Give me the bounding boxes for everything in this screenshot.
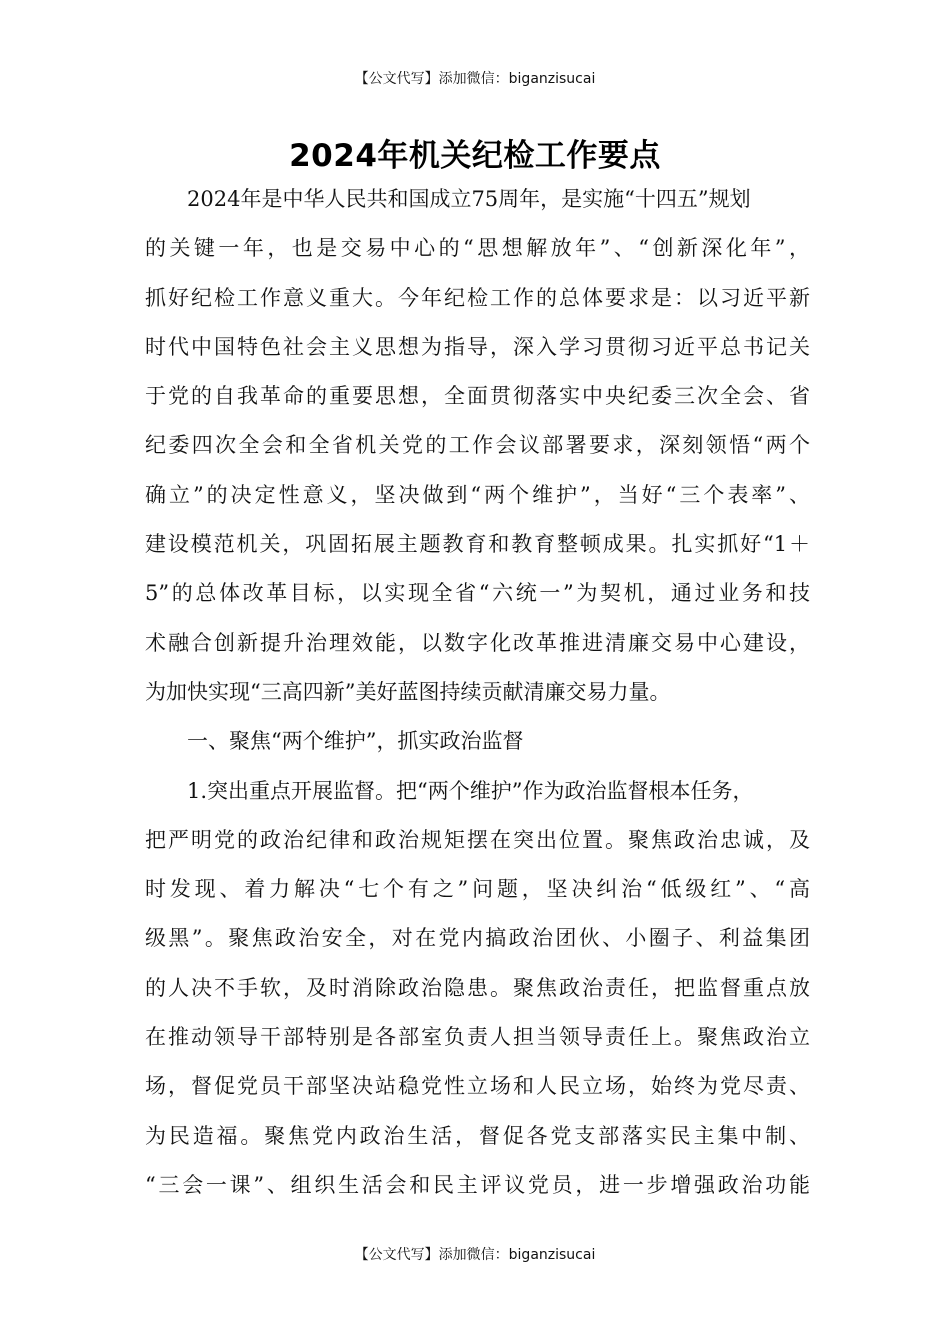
paragraph-line: 为加快实现“三高四新”美好蓝图持续贡献清廉交易力量。: [145, 679, 671, 704]
paragraph-line: 5”的总体改革目标，以实现全省“六统一”为契机，通过业务和技: [145, 581, 810, 606]
paragraph-line: 抓好纪检工作意义重大。今年纪检工作的总体要求是：以习近平新: [145, 285, 810, 310]
paragraph-line: “三会一课”、组织生活会和民主评议党员，进一步增强政治功能: [145, 1172, 810, 1197]
paragraph-line: 级黑”。聚焦政治安全，对在党内搞政治团伙、小圈子、利益集团: [145, 926, 810, 951]
paragraph-line: 术融合创新提升治理效能，以数字化改革推进清廉交易中心建设，: [145, 630, 810, 655]
paragraph-line: 时代中国特色社会主义思想为指导，深入学习贯彻习近平总书记关: [145, 334, 810, 359]
paragraph-line: 确立”的决定性意义，坚决做到“两个维护”，当好“三个表率”、: [145, 482, 810, 507]
paragraph-line: 1.突出重点开展监督。把“两个维护”作为政治监督根本任务，: [187, 778, 754, 803]
paragraph-line: 把严明党的政治纪律和政治规矩摆在突出位置。聚焦政治忠诚，及: [145, 827, 810, 852]
paragraph-line: 的人决不手软，及时消除政治隐患。聚焦政治责任，把监督重点放: [145, 975, 810, 1000]
paragraph-line: 在推动领导干部特别是各部室负责人担当领导责任上。聚焦政治立: [145, 1025, 810, 1050]
footer-watermark-note: 【公文代写】添加微信：biganzisucai: [354, 1247, 596, 1263]
header-watermark-note: 【公文代写】添加微信：biganzisucai: [354, 71, 596, 87]
paragraph-line: 2024年是中华人民共和国成立75周年，是实施“十四五”规划: [187, 187, 751, 211]
paragraph-line: 时发现、着力解决“七个有之”问题，坚决纠治“低级红”、“高: [145, 877, 810, 902]
paragraph-line: 建设模范机关，巩固拓展主题教育和教育整顿成果。扎实抓好“1＋: [145, 532, 810, 557]
paragraph-line: 场，督促党员干部坚决站稳党性立场和人民立场，始终为党尽责、: [145, 1074, 810, 1099]
document-body: [145, 182, 810, 1217]
paragraph-line: 于党的自我革命的重要思想，全面贯彻落实中央纪委三次全会、省: [145, 384, 810, 409]
section-heading: 一、聚焦“两个维护”，抓实政治监督: [187, 729, 524, 754]
paragraph-line: 纪委四次全会和全省机关党的工作会议部署要求，深刻领悟“两个: [145, 433, 810, 458]
paragraph-line: 的关键一年，也是交易中心的“思想解放年”、“创新深化年”，: [145, 236, 810, 261]
paragraph-line: 为民造福。聚焦党内政治生活，督促各党支部落实民主集中制、: [145, 1123, 810, 1148]
document-title: 2024年机关纪检工作要点: [289, 138, 661, 174]
